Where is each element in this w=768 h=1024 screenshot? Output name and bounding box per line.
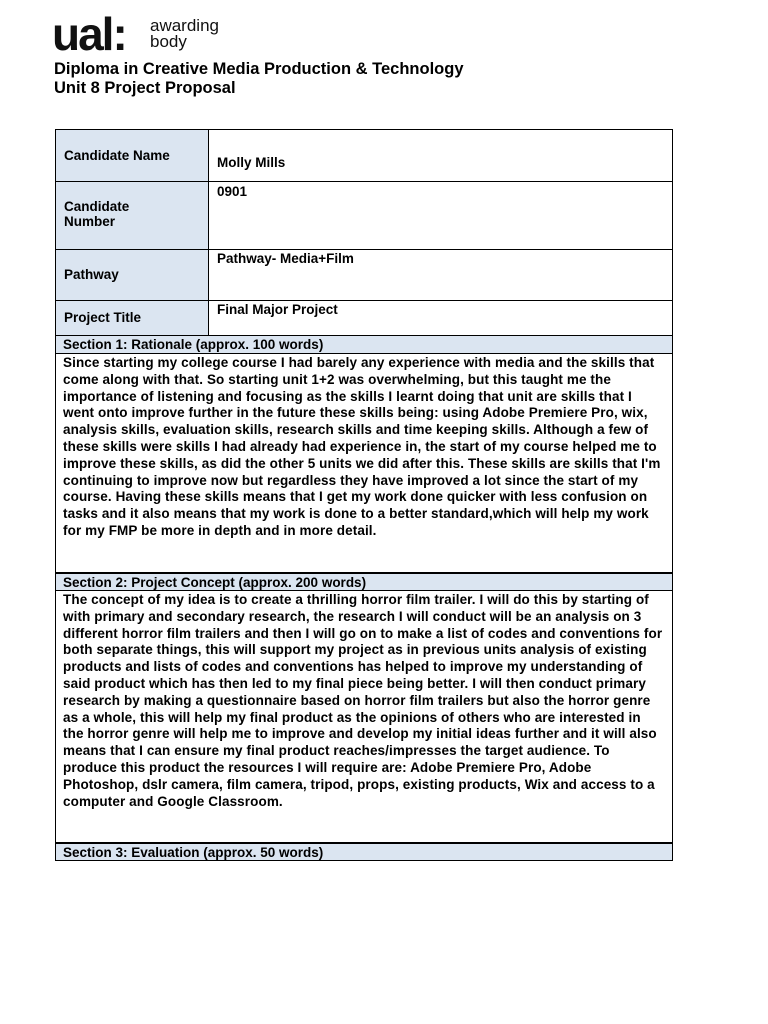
pathway-label-cell — [56, 250, 209, 301]
section-1-body: Since starting my college course I had barely any experience with media and the skills that come along with that. So starting unit 1+2 was overwhelming, but this taught me the importance of listening and focusing as the skills I learnt doing that unit are skills that I went onto improve further in the future these skills being: using Adobe Premiere Pro, wix, analysis skills, evaluation skills, research skills and time keeping skills. Although a few of these skills were skills I had already had experience in, the start of my course helped me to improve these skills, as did the other 5 units we did after this. These skills are skills that I'm continuing to improve now but regardless they have improved a lot since the start of my course. Having these skills means that I get my work done quicker with less confusion on tasks and it also means that my work is done to a better standard,which will help my work for my FMP be more in depth and in more detail. — [55, 354, 673, 573]
candidate-number-value: 0901 — [217, 184, 248, 199]
section-1-header: Section 1: Rationale (approx. 100 words) — [55, 335, 673, 354]
pathway-label: Pathway — [64, 267, 119, 282]
project-title-value: Final Major Project — [217, 302, 338, 317]
candidate-info-table — [55, 129, 673, 337]
section-2-body: The concept of my idea is to create a thrilling horror film trailer. I will do this by starting of with primary and secondary research, the research I will conduct will be an analysis on 3 different horror film trailers and then I will go on to make a list of codes and conventions for both separate things, this will support my project as in previous units analysis of existing products and lists of codes and conventions has helped to improve my understanding of said product which has then led to my final piece being better. I will then conduct primary research by making a questionnaire based on horror film trailers but also the horror genre as a whole, this will help my final product as the opinions of others who are interested in the horror genre will help me to improve and develop my initial ideas further and it will also means that I can ensure my final product reaches/impresses the target audience. To produce this product the resources I will require are: Adobe Premiere Pro, Adobe Photoshop, dslr camera, film camera, tripod, props, existing products, Wix and access to a computer and Google Classroom. — [55, 591, 673, 843]
section-3-header: Section 3: Evaluation (approx. 50 words) — [55, 843, 673, 861]
pathway-value-cell — [209, 250, 673, 301]
candidate-number-row — [56, 182, 673, 250]
pathway-row — [56, 250, 673, 301]
candidate-name-label-cell — [56, 130, 209, 182]
project-title-label: Project Title — [64, 310, 142, 325]
project-title-value-cell — [209, 301, 673, 337]
project-title-row — [56, 301, 673, 337]
project-title-label-cell — [56, 301, 209, 337]
candidate-name-value: Molly Mills — [217, 155, 286, 170]
section-2-header: Section 2: Project Concept (approx. 200 words) — [55, 573, 673, 591]
document-subtitle: Unit 8 Project Proposal — [54, 79, 236, 97]
logo-words: awarding body — [150, 16, 219, 51]
candidate-number-label-cell — [56, 182, 209, 250]
pathway-value: Pathway- Media+Film — [217, 251, 354, 266]
candidate-name-label: Candidate Name — [64, 148, 170, 163]
document-title: Diploma in Creative Media Production & Technology — [54, 60, 464, 78]
candidate-number-label: Candidate Number — [64, 199, 130, 229]
document-heading — [54, 60, 464, 98]
candidate-name-value-cell — [209, 130, 673, 182]
candidate-name-row — [56, 130, 673, 182]
logo-mark: ual: — [52, 8, 126, 60]
candidate-number-value-cell — [209, 182, 673, 250]
